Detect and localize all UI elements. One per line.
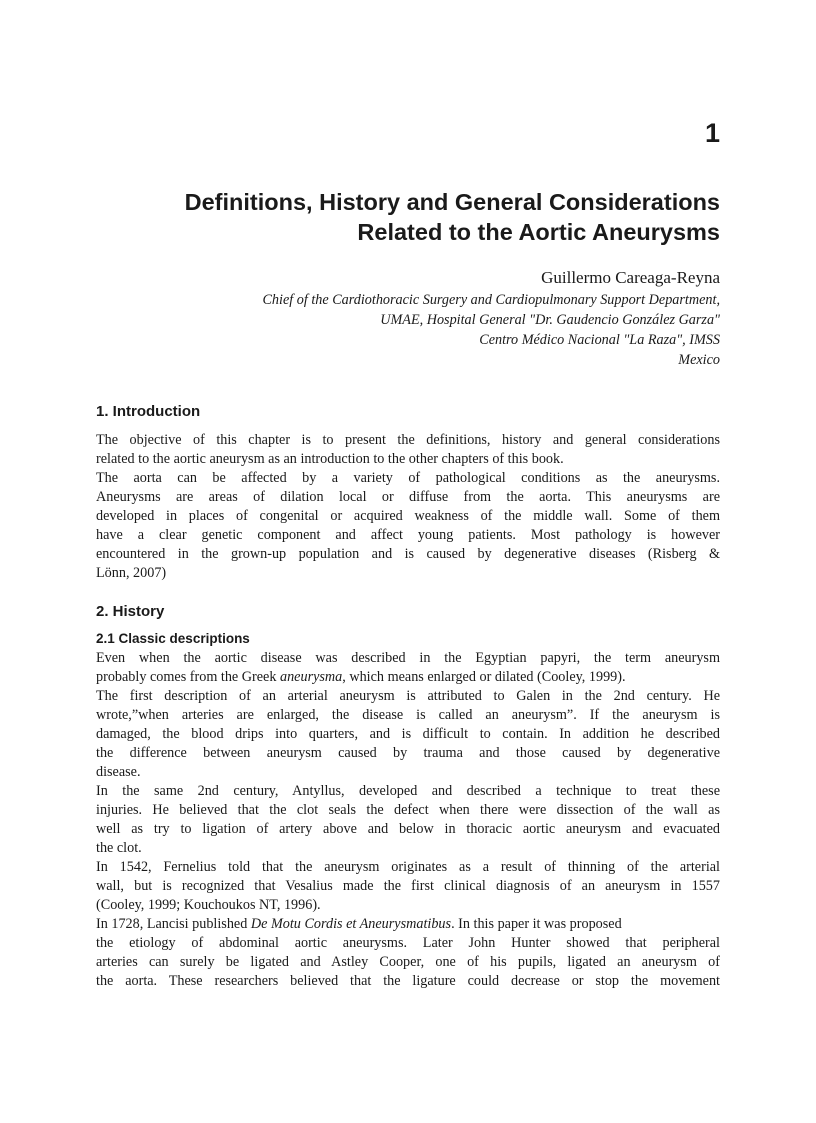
text-line: In the same 2nd century, Antyllus, developed and described a technique to treat these [96,783,720,799]
chapter-title-line: Related to the Aortic Aneurysms [357,219,720,245]
affiliation-line: Centro Médico Nacional "La Raza", IMSS [479,332,720,348]
text-line: arteries can surely be ligated and Astley Cooper, one of his pupils, ligated an aneurysm of [96,954,720,970]
text-line: have a clear genetic component and affect young patients. Most pathology is however [96,527,720,543]
chapter-number: 1 [704,118,720,148]
section-heading-introduction: 1. Introduction [96,403,201,420]
document-page [96,0,720,1123]
text-line: the etiology of abdominal aortic aneurysms. Later John Hunter showed that peripheral [96,935,720,951]
history-paragraphs [96,649,720,991]
text-line [96,915,720,934]
text-run: probably comes from the Greek [96,669,280,685]
text-line: Even when the aortic disease was described in the Egyptian papyri, the term aneurysm [96,650,720,666]
affiliation-line: UMAE, Hospital General "Dr. Gaudencio González Garza" [380,312,720,328]
text-line: the clot. [96,840,142,856]
subsection-heading-classic-descriptions: 2.1 Classic descriptions [96,631,250,646]
chapter-title [96,187,720,247]
affiliation-line: Chief of the Cardiothoracic Surgery and Cardiopulmonary Support Department, [262,292,720,308]
text-line: damaged, the blood drips into quarters, and is difficult to contain. In addition he described [96,726,720,742]
author-name: Guillermo Careaga-Reyna [541,268,720,287]
introduction-paragraphs [96,431,720,583]
text-line: (Cooley, 1999; Kouchoukos NT, 1996). [96,897,321,913]
text-line: Aneurysms are areas of dilation local or diffuse from the aorta. This aneurysms are [96,489,720,505]
text-line: wrote,”when arteries are enlarged, the disease is called an aneurysm”. If the aneurysm is [96,707,720,723]
text-line: wall, but is recognized that Vesalius made the first clinical diagnosis of an aneurysm in 1557 [96,878,720,894]
text-run: . In this paper it was proposed [451,916,622,932]
text-line: The first description of an arterial aneurysm is attributed to Galen in the 2nd century. He [96,688,720,704]
section-heading-history: 2. History [96,603,165,620]
text-line: developed in places of congenital or acquired weakness of the middle wall. Some of them [96,508,720,524]
text-line: the difference between aneurysm caused by trauma and those caused by degenerative [96,745,720,761]
text-line: In 1542, Fernelius told that the aneurysm originates as a result of thinning of the arterial [96,859,720,875]
affiliation-line: Mexico [678,352,720,368]
text-line: encountered in the grown-up population and is caused by degenerative diseases (Risberg & [96,546,720,562]
text-line: well as try to ligation of artery above and below in thoracic aortic aneurysm and evacuated [96,821,720,837]
text-line: the aorta. These researchers believed that the ligature could decrease or stop the movement [96,973,720,989]
text-line: injuries. He believed that the clot seals the defect when there were dissection of the wall as [96,802,720,818]
text-run: , which means enlarged or dilated (Cooley, 1999). [342,669,626,685]
chapter-title-line: Definitions, History and General Considerations [184,189,720,215]
text-line: disease. [96,764,141,780]
text-line: Lönn, 2007) [96,565,167,581]
book-title: De Motu Cordis et Aneurysmatibus [250,916,452,932]
text-run: In 1728, Lancisi published [96,916,251,932]
text-line: The aorta can be affected by a variety of pathological conditions as the aneurysms. [96,470,720,486]
text-line [96,668,720,687]
text-line: The objective of this chapter is to present the definitions, history and general considerations [96,432,720,448]
term-aneurysma: aneurysma [279,669,343,685]
author-affiliation [262,290,720,370]
text-line: related to the aortic aneurysm as an introduction to the other chapters of this book. [96,451,564,467]
